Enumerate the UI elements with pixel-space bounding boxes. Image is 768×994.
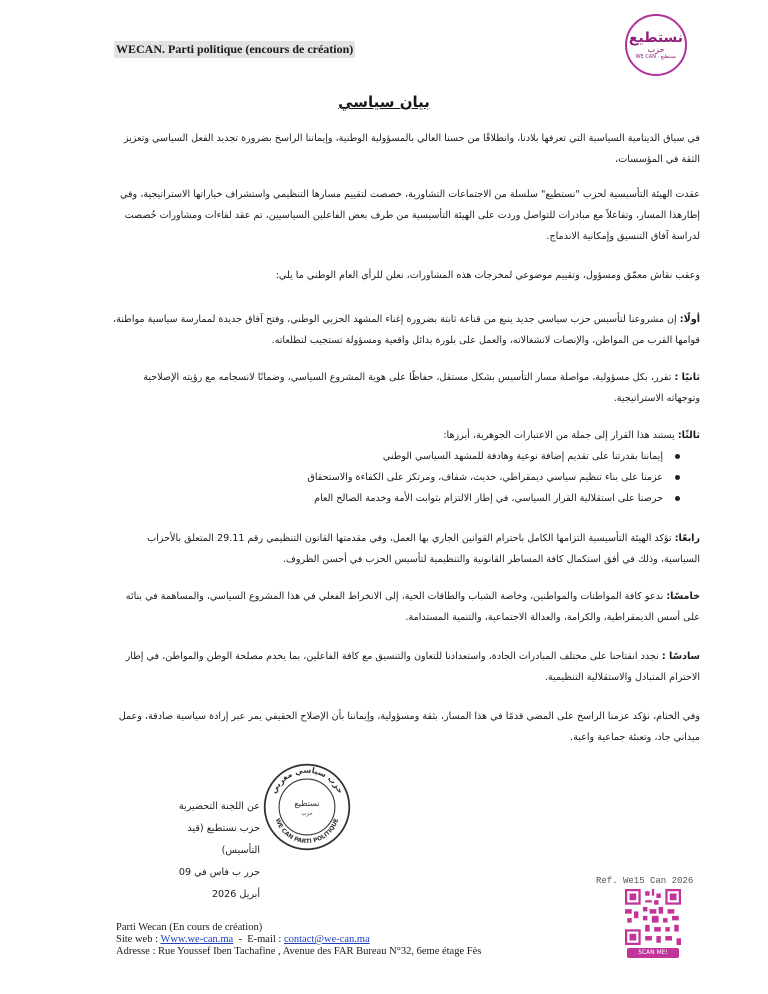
paragraph-2: عقدت الهيئة التأسيسية لحزب "نستطيع" سلسلة من الاجتماعات التشاورية، خصصت لتقييم مسارها التنظيمي واستشراف خياراتها الاستراتيجية، وفي إطارهذا المسار، وتفاعلاً مع مبادرات للتواصل وردت على الهيئة التأسيسية من طرف بعض الفاعلين السياسيين، تم عقد لقاءات ومشاورات خُصصت لدراسة آفاق التنسيق وإمكانية الاندماج. (119, 189, 700, 242)
reference-number: Ref. We15 Can 2026 (596, 876, 694, 886)
stamp-ring-arabic: حزب سياسي مغربي (268, 764, 346, 795)
paragraph-3: وعقب نقاش معمّق ومسؤول، وتقييم موضوعي لمخرجات هذه المشاورات، نعلن للرأي العام الوطني ما يلي: (275, 270, 700, 281)
list-item: إيماننا بقدرتنا على تقديم إضافة نوعية وهادفة للمشهد السياسي الوطني (112, 446, 700, 467)
footer-address: Adresse : Rue Youssef Iben Tachafine , Avenue des FAR Bureau N°32, 6eme étage Fès (116, 946, 482, 957)
lead-1: أولًا: (679, 314, 700, 325)
paragraph-4: أولًا: إن مشروعنا لتأسيس حزب سياسي جديد ينبع من قناعة ثابتة بضرورة إغناء المشهد الحزبي الوطني، وفتح آفاق جديدة لممارسة سياسية مواطنة، قوامها القرب من المواطن، والإنصات لانشغالاته، والعمل على بلورة بدائل واقعية ومسؤولة تستجيب لتطلعاته. (113, 314, 700, 346)
lead-4: رابعًا: (674, 533, 700, 544)
bullet-icon (675, 496, 680, 501)
paragraph-7: رابعًا: تؤكد الهيئة التأسيسية التزامها الكامل باحترام القوانين الجاري بها العمل، وفي مقدمتها القانون التنظيمي رقم 29.11 المتعلق بالأحزاب السياسية، وذلك في أفق استكمال كافة المساطر القانونية والتنظيمية لتأسيس الحزب في أحسن الظروف. (147, 533, 700, 565)
footer-contact: Site web : Www.we-can.ma - E-mail : contact@we-can.ma (116, 934, 370, 945)
paragraph-10: وفي الختام، نؤكد عزمنا الراسخ على المضي قدمًا في هذا المسار، بثقة ومسؤولية، وإيماننا بأن الإصلاح الحقيقي يمر عبر إرادة سياسية صادقة، وعمل ميداني جاد، وتعبئة جماعية واعية. (118, 711, 700, 743)
bullet-icon (675, 454, 680, 459)
lead-2: ثانيًا : (674, 372, 700, 383)
signature-line3: حرر ب فاس في 09 أبريل 2026 (178, 867, 260, 900)
page-footer (116, 922, 481, 958)
considerations-list (112, 446, 700, 509)
lead-5: خامسًا: (666, 591, 700, 602)
list-item: حرصنا على استقلالية القرار السياسي، في إطار الالتزام بثوابت الأمة وخدمة الصالح العام (112, 488, 700, 509)
stamp-center-small: حزب (301, 811, 313, 818)
scan-me-label: SCAN ME! (627, 948, 679, 958)
paragraph-8: خامسًا: ندعو كافة المواطنات والمواطنين، وخاصة الشباب والطاقات الحية، إلى الانخراط الفعلي في هذا المشروع السياسي، والمساهمة في بنائه على أسس الديمقراطية، والكرامة، والعدالة الاجتماعية، والتنمية المستدامة. (125, 591, 700, 623)
header-tag: WECAN. Parti politique (encours de création) (116, 42, 354, 56)
logo-line1: نستطيع (628, 29, 684, 46)
paragraph-1: في سياق الدينامية السياسية التي تعرفها بلادنا، وانطلاقًا من حسنا العالي بالمسؤولية الوطنية، وإيماننا الراسخ بضرورة تجديد الفعل السياسي وتعزيز الثقة في المؤسسات، (123, 133, 700, 165)
paragraph-6: ثالثًا: يستند هذا القرار إلى جملة من الاعتبارات الجوهرية، أبرزها: (443, 430, 700, 441)
logo-line3: WE CAN · نستطيع (635, 53, 677, 60)
list-item: عزمنا على بناء تنظيم سياسي ديمقراطي، حديث، شفاف، ومرتكز على الكفاءة والاستحقاق (112, 467, 700, 488)
stamp-center: نستطيع (294, 798, 320, 809)
paragraph-5: ثانيًا : تقرر، بكل مسؤولية، مواصلة مسار التأسيس بشكل مستقل، حفاظًا على هوية المشروع السياسي، وضمانًا لانسجامه مع رؤيته الإصلاحية وتوجهاته الاستراتيجية. (143, 372, 700, 404)
website-link[interactable]: Www.we-can.ma (160, 934, 234, 945)
signature-block (170, 796, 260, 906)
lead-3: ثالثًا: (677, 430, 700, 441)
qr-code-icon[interactable] (625, 889, 681, 945)
stamp-ring-french: WE CAN PARTI POLITIQUE (273, 817, 341, 846)
email-link[interactable]: contact@we-can.ma (283, 934, 370, 945)
party-logo (625, 14, 687, 76)
footer-org: Parti Wecan (En cours de création) (116, 922, 263, 933)
page-title: بيان سياسي (338, 93, 430, 111)
party-stamp (262, 762, 352, 852)
logo-line2: حزب (647, 44, 665, 54)
svg-text:حزب سياسي مغربي (268, 765, 346, 795)
paragraph-9: سادسًا : نجدد انفتاحنا على مختلف المبادرات الجادة، واستعدادنا للتعاون والتنسيق مع كافة الفاعلين، بما يخدم مصلحة الوطن والمواطن، في إطار الاحترام المتبادل والاستقلالية التنظيمية. (125, 651, 700, 683)
bullet-icon (675, 475, 680, 480)
signature-line1: عن اللجنة التحضيرية (178, 801, 260, 812)
signature-line2: حزب نستطيع (قيد التأسيس) (187, 823, 260, 856)
lead-6: سادسًا : (661, 651, 700, 662)
